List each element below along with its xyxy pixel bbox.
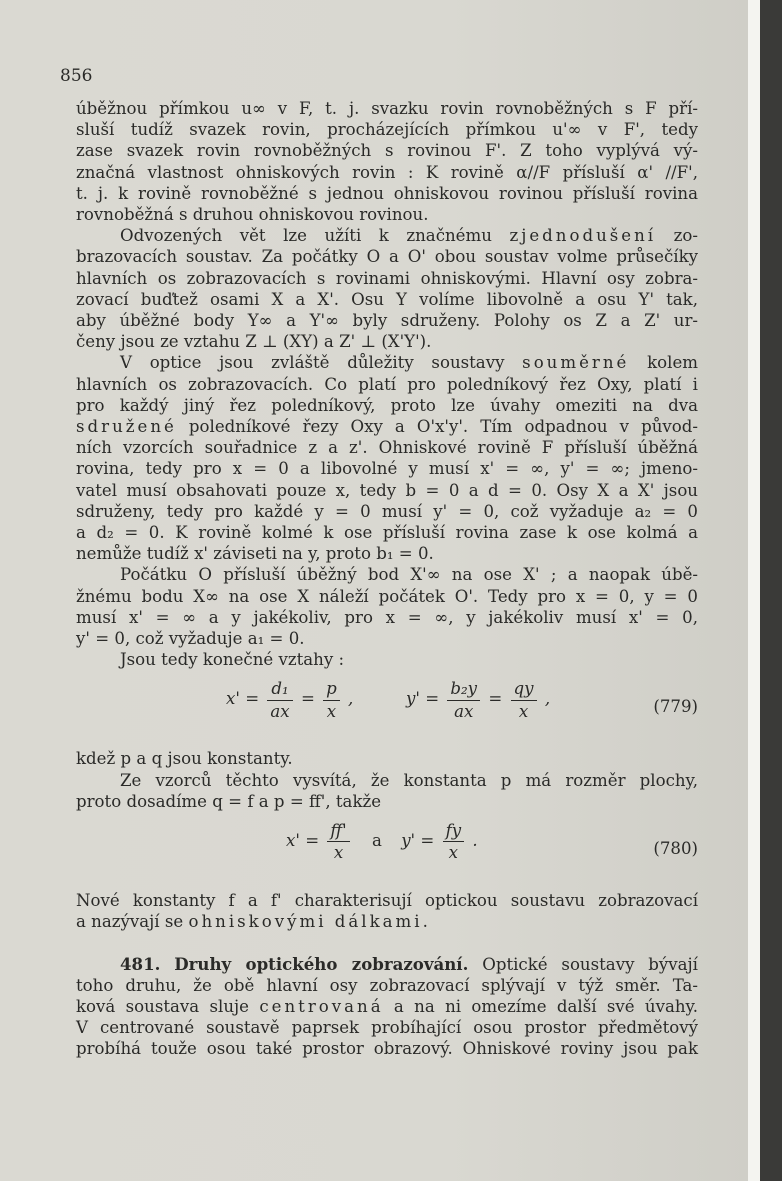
- equals-sign: =: [488, 689, 503, 709]
- text-line: V centrované soustavě paprsek probíhající osou prostor předmětový: [76, 1018, 698, 1038]
- text-line: rovina, tedy pro x = 0 a libovolné y musí x' = ∞, y' = ∞; jmeno-: [76, 459, 698, 479]
- text-line: toho druhu, že obě hlavní osy zobrazovací splývají v týž směr. Ta-: [76, 975, 698, 995]
- fraction-denominator: x: [448, 843, 459, 863]
- text-segment: Odvozených vět lze užíti k značnému: [120, 226, 510, 246]
- equation-lhs: y' =: [406, 689, 440, 709]
- fraction: [447, 678, 480, 721]
- text-line: Nové konstanty f a f' charakterisují optickou soustavu zobrazovací: [76, 891, 698, 911]
- text-segment: .: [422, 912, 428, 932]
- text-line: úběžnou přímkou u∞ v F, t. j. svazku rovin rovnoběžných s F pří-: [76, 99, 698, 118]
- comma: ,: [544, 689, 551, 709]
- text-line: čeny jsou ze vztahu Z ⊥ (XY) a Z' ⊥ (X'Y').: [76, 332, 432, 352]
- fraction: [327, 820, 349, 863]
- section-title: Druhy optického zobrazování.: [174, 953, 469, 974]
- fraction-numerator: fy: [443, 820, 465, 842]
- equals-sign: =: [300, 689, 315, 709]
- text-line: hlavních os zobrazovacích. Co platí pro poledníkový řez Oxy, platí i: [76, 374, 698, 394]
- page-gutter: [748, 0, 760, 1181]
- period: .: [472, 831, 478, 851]
- comma: ,: [348, 689, 354, 709]
- conjunction: a: [372, 831, 382, 851]
- text-line: brazovacích soustav. Za počátky O a O' obou soustav volme průsečíky: [76, 247, 698, 267]
- section-spacer: [76, 933, 698, 954]
- text-line: rovnoběžná s druhou ohniskovou rovinou.: [76, 205, 429, 225]
- text-line: [76, 996, 698, 1017]
- body-text: [76, 98, 698, 1060]
- text-line: musí x' = ∞ a y jakékoliv, pro x = ∞, y jakékoliv musí x' = 0,: [76, 607, 698, 627]
- equation-780: [76, 820, 698, 884]
- fraction: [323, 678, 340, 721]
- text-line: značná vlastnost ohniskových rovin : K rovině α//F přísluší α' //F',: [76, 162, 698, 182]
- fraction-denominator: x: [518, 701, 529, 721]
- equation-lhs: x' =: [286, 831, 320, 851]
- book-edge: [760, 0, 782, 1181]
- section-number: 481.: [120, 953, 161, 974]
- fraction: [443, 820, 465, 863]
- text-line: probíhá touže osou také prostor obrazový. Ohniskové roviny jsou pak: [76, 1039, 698, 1059]
- text-segment: Optické soustavy bývají: [468, 954, 698, 974]
- text-segment: zo-: [656, 226, 699, 246]
- equation-779: [76, 678, 698, 742]
- text-segment: a na ni omezíme další své úvahy.: [383, 996, 699, 1016]
- text-line: proto dosadíme q = f a p = ff', takže: [76, 791, 382, 811]
- spaced-emphasis: zjednodušení: [509, 226, 657, 246]
- fraction-numerator: d₁: [267, 678, 292, 700]
- text-segment: a nazývají se: [76, 912, 189, 932]
- equation-number: (780): [653, 839, 698, 859]
- fraction-numerator: b₂y: [447, 678, 480, 700]
- equation-lhs: x' =: [226, 689, 260, 709]
- fraction-denominator: ax: [270, 701, 290, 721]
- fraction-numerator: ff': [327, 820, 349, 842]
- text-line: vatel musí obsahovati pouze x, tedy b = 0 a d = 0. Osy X a X' jsou: [76, 480, 698, 500]
- text-line: y' = 0, což vyžaduje a₁ = 0.: [76, 629, 305, 649]
- spaced-emphasis: souměrné: [522, 353, 630, 373]
- text-line: [76, 225, 698, 246]
- text-line: aby úběžné body Y∞ a Y'∞ byly sdruženy. Polohy os Z a Z' ur-: [76, 311, 698, 331]
- text-line: t. j. k rovině rovnoběžné s jednou ohniskovou rovinou přísluší rovina: [76, 183, 698, 203]
- text-segment: kolem: [629, 353, 698, 373]
- text-line: sluší tudíž svazek rovin, procházejících přímkou u'∞ v F', tedy: [76, 120, 698, 140]
- fraction-numerator: p: [323, 678, 340, 700]
- text-line: a d₂ = 0. K rovině kolmé k ose přísluší rovina zase k ose kolmá a: [76, 523, 698, 543]
- text-line: Jsou tedy konečné vztahy :: [120, 650, 345, 670]
- spaced-emphasis: ohniskovými dálkami: [188, 912, 423, 932]
- text-line: ních vzorcích souřadnice z a z'. Ohniskové rovině F přísluší úběžná: [76, 438, 698, 458]
- text-line: nemůže tudíž x' záviseti na y, proto b₁ = 0.: [76, 544, 434, 564]
- text-line: zase svazek rovin rovnoběžných s rovinou F'. Z toho vyplývá vý-: [76, 141, 698, 161]
- equation-lhs: y' =: [401, 831, 435, 851]
- text-line: [76, 416, 698, 437]
- text-line: [76, 352, 698, 373]
- fraction-denominator: ax: [454, 701, 474, 721]
- fraction-denominator: x: [333, 843, 344, 863]
- text-segment: V optice jsou zvláště důležity soustavy: [120, 353, 523, 373]
- fraction-numerator: qy: [511, 678, 537, 700]
- page-number: 856: [60, 66, 93, 86]
- text-segment: poledníkové řezy Oxy a O'x'y'. Tím odpadnou v původ-: [176, 417, 698, 437]
- text-line: hlavních os zobrazovacích s rovinami ohniskovými. Hlavní osy zobra-: [76, 268, 698, 288]
- fraction: [511, 678, 537, 721]
- text-line: [76, 911, 698, 932]
- text-line: pro každý jiný řez poledníkový, proto lze úvahy omeziti na dva: [76, 395, 698, 415]
- equation-number: (779): [653, 697, 698, 717]
- spaced-emphasis: centrovaná: [259, 996, 384, 1016]
- text-line: Ze vzorců těchto vysvítá, že konstanta p má rozměr plochy,: [120, 770, 698, 790]
- section-heading-line: [76, 954, 698, 975]
- fraction-denominator: x: [326, 701, 337, 721]
- text-line: kdež p a q jsou konstanty.: [76, 749, 293, 769]
- text-segment: ková soustava sluje: [76, 996, 260, 1016]
- spaced-emphasis: sdružené: [76, 417, 177, 437]
- text-line: sdruženy, tedy pro každé y = 0 musí y' = 0, což vyžaduje a₂ = 0: [76, 501, 698, 521]
- text-line: Počátku O přísluší úběžný bod X'∞ na ose X' ; a naopak úbě-: [120, 565, 698, 585]
- text-line: žnému bodu X∞ na ose X náleží počátek O'. Tedy pro x = 0, y = 0: [76, 586, 698, 606]
- text-line: zovací buďtež osami X a X'. Osu Y volíme libovolně a osu Y' tak,: [76, 289, 698, 309]
- fraction: [267, 678, 292, 721]
